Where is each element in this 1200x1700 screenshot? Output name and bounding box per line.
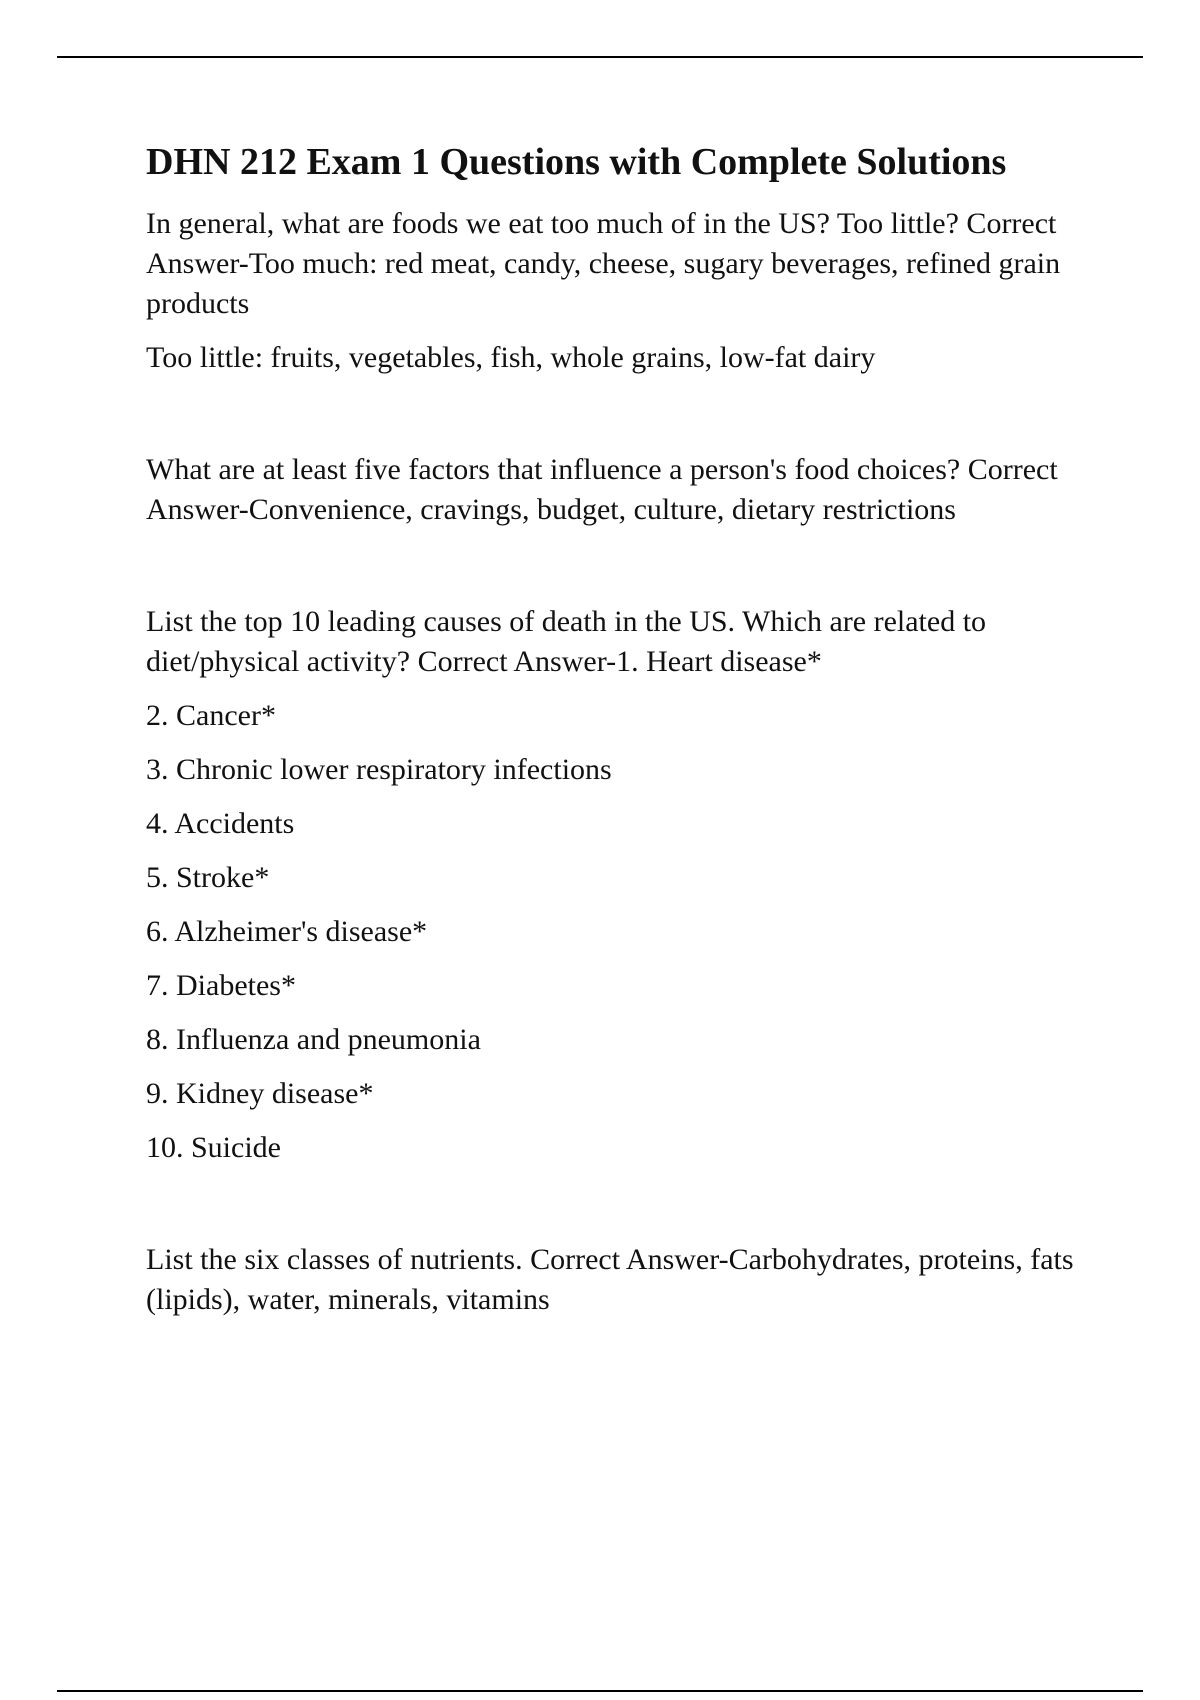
list-item: 6. Alzheimer's disease* bbox=[146, 914, 428, 948]
document-body bbox=[146, 140, 1086, 1334]
qa-paragraph: List the six classes of nutrients. Correct Answer-Carbohydrates, proteins, fats (lipids), water, minerals, vitamins bbox=[146, 1242, 1074, 1316]
list-item: 9. Kidney disease* bbox=[146, 1076, 374, 1110]
list-item: 10. Suicide bbox=[146, 1130, 281, 1164]
qa-spacer bbox=[146, 544, 1086, 602]
list-item: 4. Accidents bbox=[146, 806, 295, 840]
list-item: 7. Diabetes* bbox=[146, 968, 296, 1002]
list-item: 5. Stroke* bbox=[146, 860, 270, 894]
bottom-rule bbox=[57, 1690, 1143, 1692]
qa-block-food-choices bbox=[146, 450, 1086, 530]
document-title: DHN 212 Exam 1 Questions with Complete Solutions bbox=[146, 141, 1007, 183]
list-item: 8. Influenza and pneumonia bbox=[146, 1022, 481, 1056]
list-item: 2. Cancer* bbox=[146, 698, 276, 732]
qa-paragraph: List the top 10 leading causes of death in the US. Which are related to diet/physical activity? Correct Answer-1. Heart disease* bbox=[146, 604, 987, 678]
qa-spacer bbox=[146, 392, 1086, 450]
qa-block-food-amounts bbox=[146, 204, 1086, 378]
qa-paragraph: What are at least five factors that influence a person's food choices? Correct Answer-Convenience, cravings, budget, culture, dietary restrictions bbox=[146, 452, 1058, 526]
qa-block-causes-of-death bbox=[146, 602, 1086, 1168]
list-item: 3. Chronic lower respiratory infections bbox=[146, 752, 612, 786]
qa-paragraph: In general, what are foods we eat too much of in the US? Too little? Correct Answer-Too much: red meat, candy, cheese, sugary beverages, refined grain products bbox=[146, 206, 1061, 320]
qa-paragraph: Too little: fruits, vegetables, fish, whole grains, low-fat dairy bbox=[146, 340, 876, 374]
qa-spacer bbox=[146, 1182, 1086, 1240]
qa-block-nutrient-classes bbox=[146, 1240, 1086, 1320]
top-rule bbox=[57, 56, 1143, 58]
